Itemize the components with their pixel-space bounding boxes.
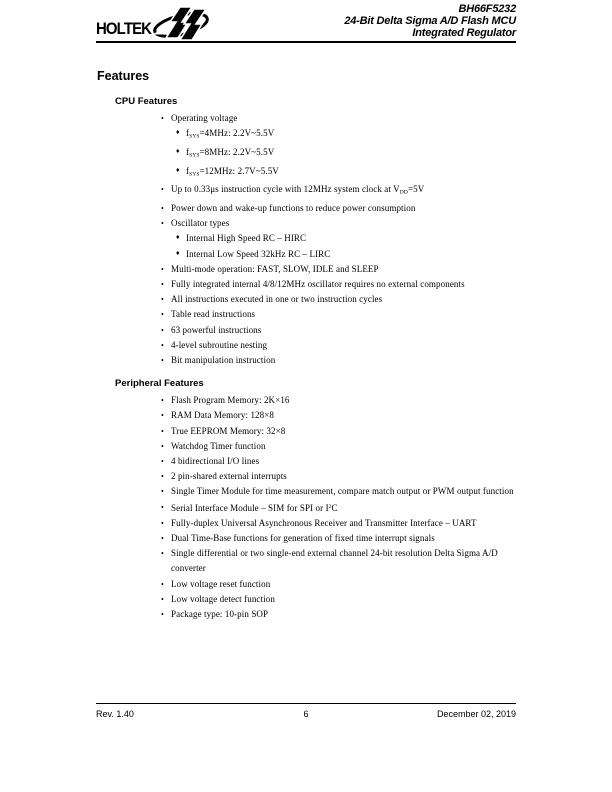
bullet-icon: • — [161, 549, 164, 559]
feature-item — [96, 393, 516, 408]
bullet-icon: • — [161, 502, 164, 512]
page-footer — [96, 703, 516, 719]
feature-item — [96, 469, 516, 484]
page-body — [96, 43, 516, 622]
feature-item-text: Fully integrated internal 4/8/12MHz oscillator requires no external components — [171, 279, 465, 290]
feature-item — [96, 126, 516, 145]
feature-item — [96, 182, 516, 201]
feature-item — [96, 577, 516, 592]
feature-item — [96, 439, 516, 454]
document-subtitle: Integrated Regulator — [412, 27, 516, 39]
feature-item — [96, 353, 516, 368]
page-header — [96, 0, 516, 43]
feature-item-text: Low voltage reset function — [171, 578, 271, 589]
feature-item-text: Power down and wake-up functions to reduce power consumption — [171, 203, 416, 214]
feature-item-text: 4-level subroutine nesting — [171, 339, 268, 350]
bullet-icon: • — [161, 579, 164, 589]
feature-item — [96, 262, 516, 277]
bullet-icon: • — [161, 534, 164, 544]
bullet-icon: • — [161, 219, 164, 229]
feature-item-text: Operating voltage — [171, 113, 238, 123]
bullet-icon: • — [161, 518, 164, 528]
bullet-icon: • — [161, 396, 164, 406]
bullet-icon: • — [161, 114, 164, 123]
section-heading: CPU Features — [115, 96, 178, 107]
document-title: 24-Bit Delta Sigma A/D Flash MCU — [344, 15, 516, 27]
feature-item-text: Internal High Speed RC – HIRC — [186, 233, 307, 244]
feature-item-text: $f_{SYS}=8MHz$: 2.2V~5.5V — [186, 146, 275, 159]
feature-item — [96, 408, 516, 423]
feature-item — [96, 201, 516, 216]
features-sections — [96, 96, 516, 622]
part-number: BH66F5232 — [458, 3, 516, 15]
feature-item — [96, 231, 516, 246]
feature-item-text: True EEPROM Memory: 32×8 — [171, 425, 286, 436]
feature-item-text: 2 pin-shared external interrupts — [171, 471, 287, 482]
bullet-icon: • — [161, 487, 164, 497]
feature-item — [96, 307, 516, 322]
feature-item-text: Low voltage detect function — [171, 593, 275, 604]
bullet-icon: • — [161, 340, 164, 350]
page-number: 6 — [303, 709, 309, 719]
revision-label: Rev. 1.40 — [96, 709, 134, 719]
feature-item — [96, 607, 516, 622]
bullet-icon: • — [161, 426, 164, 436]
feature-item-text: RAM Data Memory: 128×8 — [171, 410, 275, 421]
bullet-icon: • — [161, 280, 164, 290]
bullet-icon: • — [161, 295, 164, 305]
bullet-icon: • — [161, 441, 164, 451]
feature-item-text: 4 bidirectional I/O lines — [171, 456, 260, 467]
feature-item-text: Bit manipulation instruction — [171, 355, 276, 366]
feature-item-text: Single differential or two single-end external channel 24-bit resolution Delta Sigma A/D converter — [171, 548, 498, 574]
feature-item — [96, 424, 516, 439]
feature-item — [96, 484, 516, 499]
diamond-bullet-icon: ♦ — [176, 128, 180, 137]
feature-item-text: Single Timer Module for time measurement, compare match output or PWM output function — [171, 486, 514, 497]
date-label: December 02, 2019 — [436, 709, 516, 719]
feature-item — [96, 546, 516, 576]
feature-item-text: All instructions executed in one or two instruction cycles — [171, 294, 383, 305]
holtek-logo — [96, 19, 159, 38]
feature-section — [96, 96, 516, 368]
feature-item-text: $f_{SYS}=4MHz$: 2.2V~5.5V — [186, 128, 275, 140]
feature-item-text: Serial Interface Module – SIM for SPI or $I^2C$ — [171, 502, 338, 513]
feature-item-text: Watchdog Timer function — [171, 440, 266, 451]
feature-section — [96, 378, 516, 622]
footer-row — [96, 709, 516, 719]
feature-item — [96, 216, 516, 231]
feature-item — [96, 592, 516, 607]
section-heading: Peripheral Features — [115, 378, 204, 390]
bullet-icon: • — [161, 356, 164, 366]
bullet-icon: • — [161, 325, 164, 335]
bullet-icon: • — [161, 264, 164, 274]
feature-item — [96, 164, 516, 183]
feature-item — [96, 111, 516, 126]
bullet-icon: • — [161, 310, 164, 320]
feature-item-text: Dual Time-Base functions for generation of fixed time interrupt signals — [171, 533, 435, 544]
feature-item — [96, 323, 516, 338]
bullet-icon: • — [161, 594, 164, 604]
feature-item-text: Flash Program Memory: 2K×16 — [171, 395, 290, 406]
feature-item-text: Multi-mode operation: FAST, SLOW, IDLE and SLEEP — [171, 263, 379, 274]
feature-item — [96, 516, 516, 531]
feature-item-text: Table read instructions — [171, 309, 256, 320]
bullet-icon: • — [161, 411, 164, 421]
diamond-bullet-icon: ♦ — [176, 165, 180, 174]
feature-item-text: Package type: 10-pin SOP — [171, 609, 269, 620]
bullet-icon: • — [161, 204, 164, 214]
feature-item — [96, 145, 516, 164]
bullet-icon: • — [161, 472, 164, 482]
feature-item — [96, 338, 516, 353]
footer-rule — [96, 703, 516, 704]
feature-item-text: Up to 0.33μs instruction cycle with 12MHz system clock at $V_{DD}=5V$ — [171, 184, 425, 196]
bullet-icon: • — [161, 457, 164, 467]
feature-item-text: 63 powerful instructions — [171, 324, 262, 335]
feature-item — [96, 247, 516, 262]
feature-item-text: $f_{SYS}=12MHz$: 2.7V~5.5V — [186, 165, 279, 178]
feature-item — [96, 277, 516, 292]
feature-item — [96, 292, 516, 307]
diamond-bullet-icon: ♦ — [176, 248, 180, 257]
feature-item-text: Fully-duplex Universal Asynchronous Receiver and Transmitter Interface – UART — [171, 517, 477, 528]
feature-item — [96, 454, 516, 469]
diamond-bullet-icon: ♦ — [176, 146, 180, 155]
feature-item — [96, 500, 516, 516]
bullet-icon: • — [161, 610, 164, 620]
diamond-bullet-icon: ♦ — [176, 233, 180, 242]
document-title-block — [344, 3, 516, 39]
holtek-logo-text: HOLTEK — [96, 19, 152, 38]
feature-item — [96, 531, 516, 546]
bullet-icon: • — [161, 185, 164, 195]
feature-item-text: Internal Low Speed 32kHz RC – LIRC — [186, 248, 331, 259]
page-title: Features — [97, 69, 150, 83]
feature-item-text: Oscillator types — [171, 218, 230, 229]
